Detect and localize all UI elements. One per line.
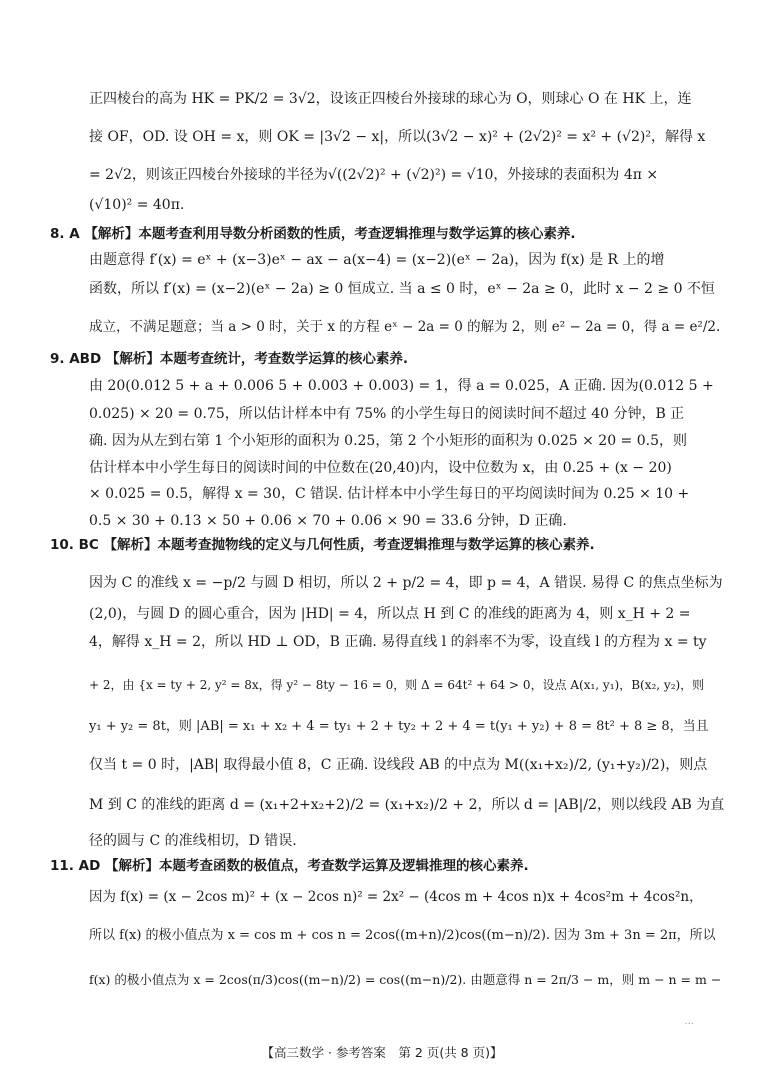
text-line: y₁ + y₂ = 8t，则 |AB| = x₁ + x₂ + 4 = ty₁ + 2 + ty₂ + 2 + 4 = t(y₁ + y₂) + 8 = 8t² + 8 ≥ 8，当且	[89, 719, 709, 734]
question-9-heading: 9. ABD 【解析】本题考查统计，考查数学运算的核心素养.	[50, 351, 408, 367]
text-line: 由 20(0.012 5 + a + 0.006 5 + 0.003 + 0.003) = 1，得 a = 0.025，A 正确. 因为(0.012 5 +	[89, 378, 714, 394]
text-line: × 0.025 = 0.5，解得 x = 30，C 错误. 估计样本中小学生每日的平均阅读时间为 0.25 × 10 +	[89, 486, 690, 502]
text-line: 0.5 × 30 + 0.13 × 50 + 0.06 × 70 + 0.06 × 90 = 33.6 分钟，D 正确.	[89, 513, 567, 529]
text-line: 径的圆与 C 的准线相切，D 错误.	[89, 833, 297, 849]
text-line: 成立，不满足题意；当 a > 0 时，关于 x 的方程 eˣ − 2a = 0 的解为 2，则 e² − 2a = 0，得 a = e²/2.	[89, 319, 721, 335]
text-line: 函数，所以 f′(x) = (x−2)(eˣ − 2a) ≥ 0 恒成立. 当 a ≤ 0 时，eˣ − 2a ≥ 0，此时 x − 2 ≥ 0 不恒	[89, 281, 715, 297]
text-line: + 2，由 {x = ty + 2, y² = 8x，得 y² − 8ty − 16 = 0，则 Δ = 64t² + 64 > 0，设点 A(x₁, y₁)，B(x₂, y₂)，则	[89, 678, 705, 692]
text-line: = 2√2，则该正四棱台外接球的半径为√((2√2)² + (√2)²) = √10，外接球的表面积为 4π ×	[89, 167, 659, 183]
text-line: 正四棱台的高为 HK = PK/2 = 3√2，设该正四棱台外接球的球心为 O，则球心 O 在 HK 上，连	[89, 91, 692, 107]
text-line: f(x) 的极小值点为 x = 2cos(π/3)cos((m−n)/2) = cos((m−n)/2). 由题意得 n = 2π/3 − m，则 m − n = m −	[89, 972, 722, 987]
text-line: 0.025) × 20 = 0.75，所以估计样本中有 75% 的小学生每日的阅读时间不超过 40 分钟，B 正	[89, 406, 685, 422]
text-line: (2,0)，与圆 D 的圆心重合，因为 |HD| = 4，所以点 H 到 C 的准线的距离为 4，则 x_H + 2 =	[89, 606, 691, 622]
text-line: 仅当 t = 0 时，|AB| 取得最小值 8，C 正确. 设线段 AB 的中点为 M((x₁+x₂)/2, (y₁+y₂)/2)，则点	[89, 757, 708, 773]
text-line: 所以 f(x) 的极小值点为 x = cos m + cos n = 2cos((m+n)/2)cos((m−n)/2). 因为 3m + 3n = 2π，所以	[89, 928, 716, 943]
question-11-heading: 11. AD 【解析】本题考查函数的极值点，考查数学运算及逻辑推理的核心素养.	[50, 858, 529, 874]
text-line: 确. 因为从左到右第 1 个小矩形的面积为 0.25，第 2 个小矩形的面积为 0.025 × 20 = 0.5，则	[89, 433, 688, 449]
text-line: (√10)² = 40π.	[89, 197, 185, 213]
text-line: 因为 C 的准线 x = −p/2 与圆 D 相切，所以 2 + p/2 = 4，即 p = 4，A 错误. 易得 C 的焦点坐标为	[89, 575, 723, 591]
page-footer: 【高三数学 · 参考答案 第 2 页(共 8 页)】	[261, 1045, 503, 1060]
text-line: 接 OF，OD. 设 OH = x，则 OK = |3√2 − x|，所以(3√2 − x)² + (2√2)² = x² + (√2)²，解得 x	[89, 129, 706, 145]
text-line: 估计样本中小学生每日的阅读时间的中位数在(20,40)内，设中位数为 x，由 0.25 + (x − 20)	[89, 460, 672, 476]
corner-mark: ...	[684, 1016, 694, 1027]
text-line: 4，解得 x_H = 2，所以 HD ⊥ OD，B 正确. 易得直线 l 的斜率不为零，设直线 l 的方程为 x = ty	[89, 634, 707, 650]
question-10-heading: 10. BC 【解析】本题考查抛物线的定义与几何性质，考查逻辑推理与数学运算的核心素养.	[50, 537, 595, 553]
text-line: M 到 C 的准线的距离 d = (x₁+2+x₂+2)/2 = (x₁+x₂)/2 + 2，所以 d = |AB|/2，则以线段 AB 为直	[89, 797, 725, 813]
question-8-heading: 8. A 【解析】本题考查利用导数分析函数的性质，考查逻辑推理与数学运算的核心素养.	[50, 226, 576, 242]
text-line: 因为 f(x) = (x − 2cos m)² + (x − 2cos n)² = 2x² − (4cos m + 4cos n)x + 4cos²m + 4cos²n，	[89, 889, 703, 905]
text-line: 由题意得 f′(x) = eˣ + (x−3)eˣ − ax − a(x−4) = (x−2)(eˣ − 2a)，因为 f(x) 是 R 上的增	[89, 252, 665, 268]
